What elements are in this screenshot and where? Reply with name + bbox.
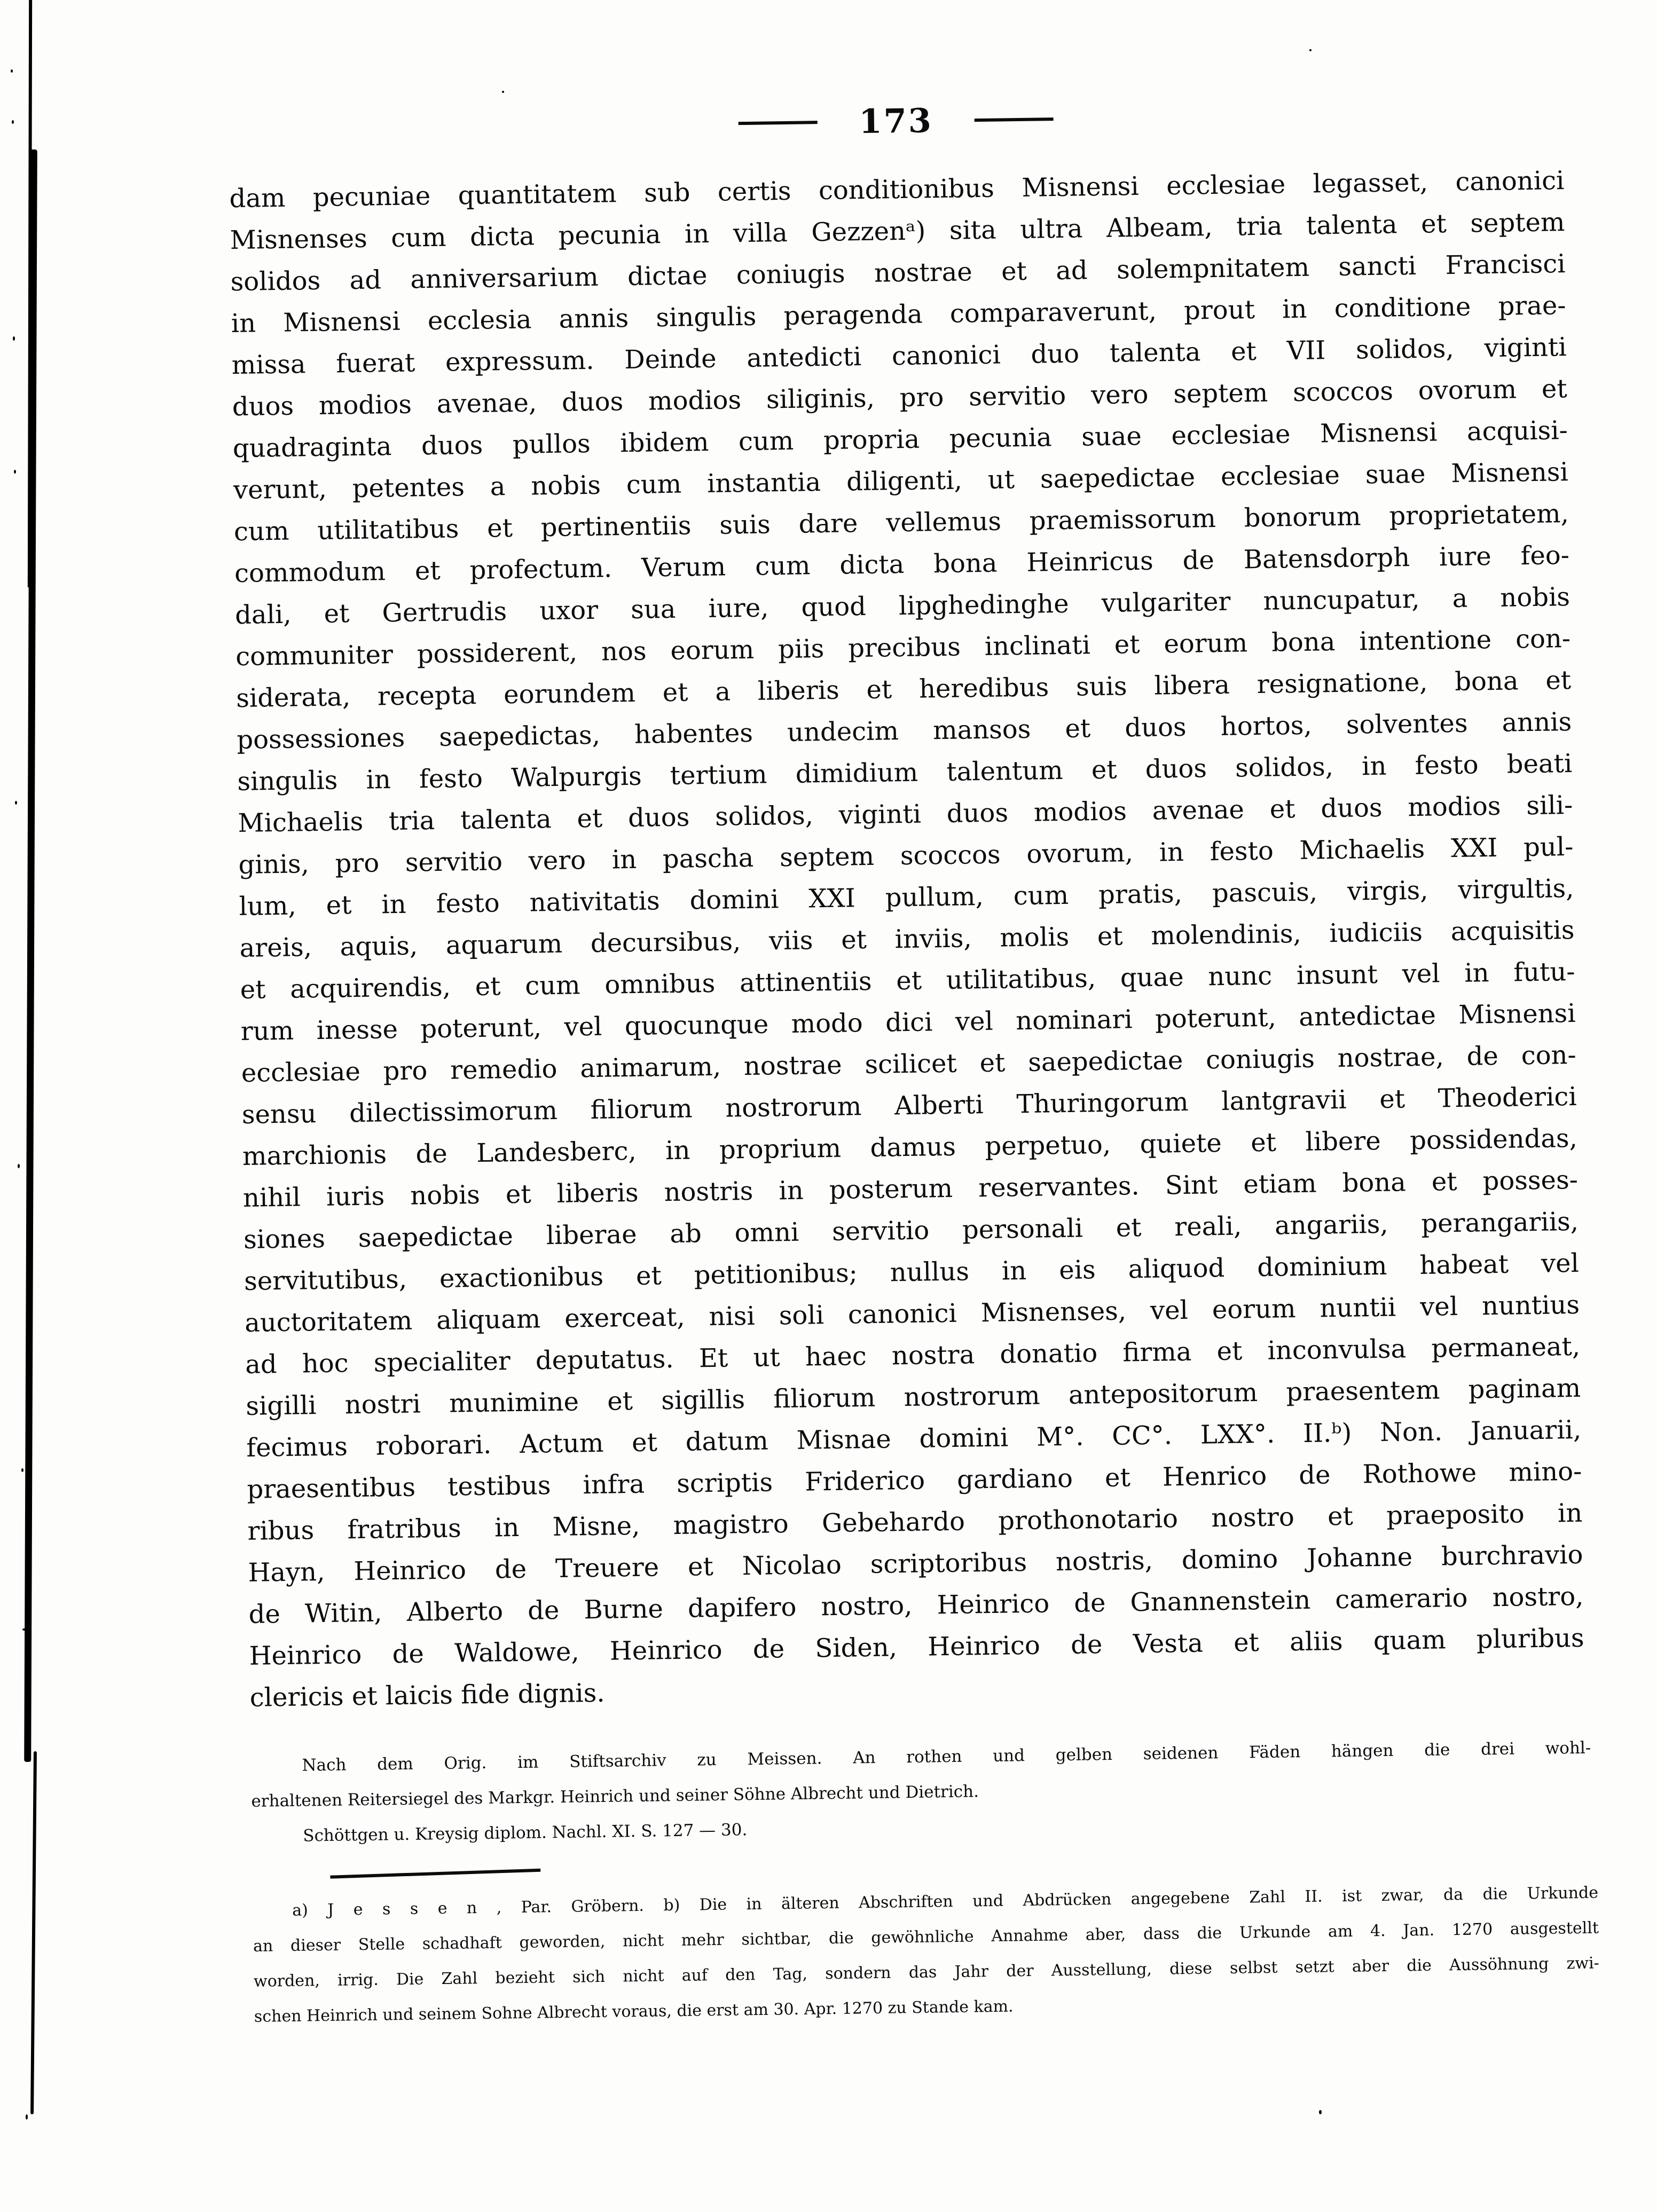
scan-speckle: [11, 69, 13, 73]
scan-speckle: [22, 1628, 26, 1631]
charter-text-line: singulis in festo Walpurgis tertium dimidium talentum et duos solidos, in festo beati: [237, 749, 1573, 797]
scan-speckle: [15, 801, 17, 805]
charter-text-line: siderata, recepta eorundem et a liberis et heredibus suis libera resignatione, bona et: [235, 665, 1572, 714]
charter-text-line: sensu dilectissimorum filiorum nostrorum Alberti Thuringorum lantgravii et Theoderici: [241, 1081, 1577, 1130]
scan-speckle: [26, 2114, 28, 2120]
page-content: [227, 0, 1600, 2212]
provenance-note-line: Schöttgen u. Kreysig diplom. Nachl. XI. S. 127 — 30.: [303, 1820, 748, 1846]
charter-text-line: rum inesse poterunt, vel quocunque modo dici vel nominari poterunt, antedictae Misnensi: [240, 998, 1576, 1047]
charter-text-line: dali, et Gertrudis uxor sua iure, quod lipghedinghe vulgariter nuncupatur, a nobis: [234, 582, 1570, 631]
charter-text-line: nihil iuris nobis et liberis nostris in posterum reservantes. Sint etiam bona et posses-: [242, 1164, 1579, 1213]
charter-text-line: possessiones saepedictas, habentes undecim mansos et duos hortos, solventes annis: [236, 707, 1572, 755]
footnotes-block: [253, 1876, 1600, 2035]
header-rule-left: [738, 121, 817, 125]
charter-text-line: dam pecuniae quantitatem sub certis conditionibus Misnensi ecclesiae legasset, canonici: [229, 166, 1565, 214]
charter-text-line: quadraginta duos pullos ibidem cum propria pecunia suae ecclesiae Misnensi acquisi-: [232, 415, 1568, 464]
scan-edge-strip: [30, 1751, 37, 2114]
scan-edge-strip: [24, 149, 37, 1762]
charter-text-line: ribus fratribus in Misne, magistro Gebehardo prothonotario nostro et praeposito in: [247, 1498, 1583, 1546]
charter-text-line: siones saepedictae liberae ab omni servitio personali et reali, angariis, perangariis,: [243, 1206, 1579, 1255]
charter-text-line: verunt, petentes a nobis cum instantia diligenti, ut saepedictae ecclesiae suae Misnensi: [233, 457, 1569, 506]
scan-speckle: [18, 1164, 20, 1168]
provenance-note-line: erhaltenen Reitersiegel des Markgr. Heinrich und seiner Söhne Albrecht und Dietrich.: [251, 1782, 979, 1811]
charter-text-line: et acquirendis, et cum omnibus attinentiis et utilitatibus, quae nunc insunt vel in futu-: [240, 956, 1575, 1005]
charter-text-line: lum, et in festo nativitatis domini XXI pullum, cum pratis, pascuis, virgis, virgultis,: [239, 873, 1574, 922]
scan-speckle: [12, 120, 14, 124]
scan-speckle: [21, 1468, 23, 1472]
footnote-line: an dieser Stelle schadhaft geworden, nicht mehr sichtbar, die gewöhnliche Annahme aber, dass die Urkunde am 4. Jan. 1270 ausgestellt: [253, 1918, 1599, 1956]
charter-text-line: Heinrico de Waldowe, Heinrico de Siden, Heinrico de Vesta et aliis quam pluribus: [249, 1623, 1584, 1671]
page-number: 173: [858, 101, 933, 141]
charter-text-line: sigilli nostri munimine et sigillis filiorum nostrorum antepositorum praesentem paginam: [245, 1373, 1581, 1421]
footnote-line: a) J e s s e n , Par. Gröbern. b) Die in älteren Abschriften und Abdrücken angegebene Zahl II. ist zwar, da die Urkunde: [292, 1883, 1599, 1920]
page-header: [228, 96, 1564, 147]
charter-text-line: clericis et laicis fide dignis.: [249, 1678, 605, 1713]
charter-text-line: solidos ad anniversarium dictae coniugis nostrae et ad solempnitatem sancti Francisci: [230, 249, 1566, 297]
charter-text-line: cum utilitatibus et pertinentiis suis dare vellemus praemissorum bonorum proprietatem,: [233, 499, 1569, 547]
charter-text-line: missa fuerat expressum. Deinde antedicti canonici duo talenta et VII solidos, viginti: [231, 332, 1567, 381]
footnote-line: schen Heinrich und seinem Sohne Albrecht voraus, die erst am 30. Apr. 1270 zu Stande kam.: [254, 1997, 1014, 2026]
charter-text-line: Misnenses cum dicta pecunia in villa Gezzenᵃ) sita ultra Albeam, tria talenta et septem: [230, 207, 1565, 256]
provenance-note-block: [250, 1730, 1592, 1854]
charter-text-line: duos modios avenae, duos modios siliginis, pro servitio vero septem scoccos ovorum et: [232, 374, 1568, 422]
footnote-separator-rule: [330, 1869, 540, 1879]
charter-text-line: commodum et profectum. Verum cum dicta bona Heinricus de Batensdorph iure feo-: [234, 540, 1570, 589]
charter-text-line: ecclesiae pro remedio animarum, nostrae scilicet et saepedictae coniugis nostrae, de con-: [241, 1040, 1577, 1089]
charter-text-block: [229, 160, 1585, 1719]
charter-text-line: fecimus roborari. Actum et datum Misnae domini M°. CC°. LXX°. II.ᵇ) Non. Januarii,: [246, 1414, 1582, 1463]
charter-text-line: ad hoc specialiter deputatus. Et ut haec nostra donatio firma et inconvulsa permaneat,: [245, 1331, 1581, 1380]
footnote-line: worden, irrig. Die Zahl bezieht sich nicht auf den Tag, sondern das Jahr der Ausstellung, diese selbst setzt aber die Aussöhnung zwi-: [253, 1954, 1600, 1991]
charter-text-line: Hayn, Heinrico de Treuere et Nicolao scriptoribus nostris, domino Johanne burchravio: [248, 1539, 1583, 1588]
charter-text-line: marchionis de Landesberc, in proprium damus perpetuo, quiete et libere possidendas,: [242, 1123, 1578, 1171]
scan-speckle: [14, 470, 16, 474]
charter-text-line: areis, aquis, aquarum decursibus, viis et inviis, molis et molendinis, iudiciis acquisitis: [239, 915, 1575, 964]
charter-text-line: Michaelis tria talenta et duos solidos, viginti duos modios avenae et duos modios sili-: [238, 790, 1573, 839]
charter-text-line: de Witin, Alberto de Burne dapifero nostro, Heinrico de Gnannenstein camerario nostro,: [248, 1581, 1584, 1630]
charter-text-line: auctoritatem aliquam exerceat, nisi soli canonici Misnenses, vel eorum nuntii vel nuntius: [244, 1289, 1580, 1338]
charter-text-line: in Misnensi ecclesia annis singulis peragenda comparaverunt, prout in conditione prae-: [231, 290, 1566, 339]
charter-text-line: ginis, pro servitio vero in pascha septem scoccos ovorum, in festo Michaelis XXI pul-: [238, 832, 1574, 880]
charter-text-line: servitutibus, exactionibus et petitionibus; nullus in eis aliquod dominium habeat vel: [244, 1248, 1580, 1296]
charter-text-line: praesentibus testibus infra scriptis Friderico gardiano et Henrico de Rothowe mino-: [247, 1456, 1582, 1505]
provenance-note-line: Nach dem Orig. im Stiftsarchiv zu Meissen. An rothen und gelben seidenen Fäden hängen die drei wohl-: [302, 1738, 1591, 1775]
charter-text-line: communiter possiderent, nos eorum piis precibus inclinati et eorum bona intentione con-: [235, 624, 1571, 672]
scan-speckle: [13, 336, 15, 341]
header-rule-right: [975, 117, 1054, 122]
